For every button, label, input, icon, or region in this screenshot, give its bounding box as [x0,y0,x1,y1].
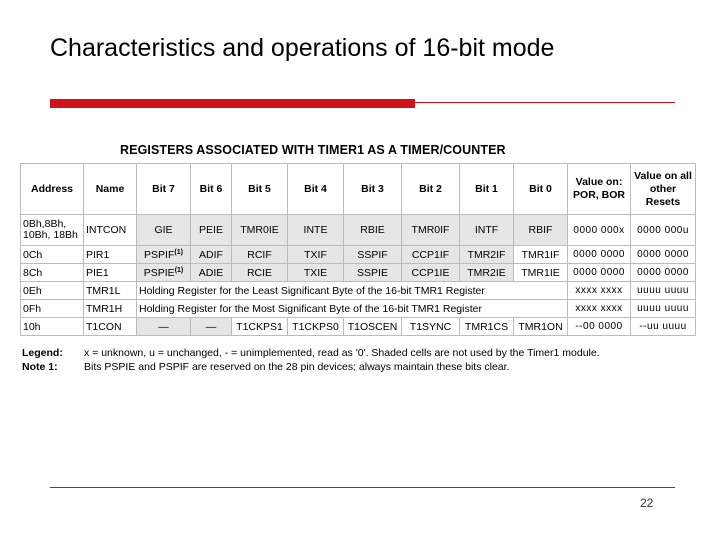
header-bit2: Bit 2 [402,164,460,215]
cell-bit: TMR1ON [514,318,568,336]
cell-por-value: --00 0000 [568,318,631,336]
cell-description: Holding Register for the Least Significant Byte of the 16-bit TMR1 Register [137,282,568,300]
register-table [20,163,696,336]
cell-bit: PEIE [191,215,232,246]
cell-bit: TMR1CS [460,318,514,336]
header-bit3: Bit 3 [344,164,402,215]
cell-name: T1CON [84,318,137,336]
legend-line [22,346,600,360]
cell-bit: TXIF [288,246,344,264]
footer-rule [50,487,675,488]
table-row [21,318,696,336]
cell-bit: TMR2IE [460,264,514,282]
header-bit5: Bit 5 [232,164,288,215]
cell-bit: TMR2IF [460,246,514,264]
cell-por-value: 0000 0000 [568,246,631,264]
cell-por-value: xxxx xxxx [568,300,631,318]
header-bit6: Bit 6 [191,164,232,215]
header-other-resets: Value on all other Resets [631,164,696,215]
header-name: Name [84,164,137,215]
cell-bit: RBIE [344,215,402,246]
cell-other-value: --uu uuuu [631,318,696,336]
cell-description: Holding Register for the Most Significant Byte of the 16-bit TMR1 Register [137,300,568,318]
table-legend [22,346,600,374]
cell-bit: INTF [460,215,514,246]
table-header-row [21,164,696,215]
cell-bit: T1CKPS1 [232,318,288,336]
cell-bit-text: PSPIF [144,248,175,261]
cell-bit: TMR1IE [514,264,568,282]
slide-title: Characteristics and operations of 16-bit mode [50,34,555,62]
cell-other-value: uuuu uuuu [631,282,696,300]
cell-por-value: 0000 000x [568,215,631,246]
cell-address: 0Ch [21,246,84,264]
cell-por-value: 0000 0000 [568,264,631,282]
cell-other-value: 0000 0000 [631,264,696,282]
cell-address: 0Fh [21,300,84,318]
cell-bit: INTE [288,215,344,246]
cell-other-value: 0000 000u [631,215,696,246]
page-number: 22 [640,496,654,510]
cell-bit: CCP1IF [402,246,460,264]
legend-text: x = unknown, u = unchanged, - = unimplemented, read as '0'. Shaded cells are not used by the Timer1 module. [84,347,600,359]
table-row [21,264,696,282]
footnote-marker: (1) [174,266,184,274]
cell-bit: ADIE [191,264,232,282]
header-address: Address [21,164,84,215]
cell-bit: TMR0IF [402,215,460,246]
title-underline-rule [415,102,675,103]
cell-address: 0Bh,8Bh, 10Bh, 18Bh [21,215,84,246]
cell-bit: CCP1IE [402,264,460,282]
cell-bit: TMR0IE [232,215,288,246]
table-row [21,246,696,264]
cell-bit: SSPIF [344,246,402,264]
cell-bit: TMR1IF [514,246,568,264]
title-underline-bar [50,99,415,108]
note-text: Bits PSPIE and PSPIF are reserved on the 28 pin devices; always maintain these bits clear. [84,361,510,373]
header-por-bor: Value on: POR, BOR [568,164,631,215]
cell-bit: RBIF [514,215,568,246]
cell-name: PIR1 [84,246,137,264]
cell-bit: T1CKPS0 [288,318,344,336]
cell-other-value: 0000 0000 [631,246,696,264]
cell-bit-text: PSPIE [143,266,175,279]
cell-bit [137,246,191,264]
cell-address: 0Eh [21,282,84,300]
cell-other-value: uuuu uuuu [631,300,696,318]
cell-name: INTCON [84,215,137,246]
cell-address: 10h [21,318,84,336]
cell-name: PIE1 [84,264,137,282]
cell-bit [137,264,191,282]
cell-bit: RCIF [232,246,288,264]
cell-bit: RCIE [232,264,288,282]
cell-bit: T1OSCEN [344,318,402,336]
cell-bit: — [137,318,191,336]
cell-bit: ADIF [191,246,232,264]
cell-name: TMR1L [84,282,137,300]
cell-address: 8Ch [21,264,84,282]
cell-bit: SSPIE [344,264,402,282]
cell-bit: T1SYNC [402,318,460,336]
header-bit0: Bit 0 [514,164,568,215]
legend-label: Legend: [22,347,63,359]
cell-bit: GIE [137,215,191,246]
cell-por-value: xxxx xxxx [568,282,631,300]
header-bit1: Bit 1 [460,164,514,215]
note-line [22,360,600,374]
cell-bit: — [191,318,232,336]
cell-bit: TXIE [288,264,344,282]
table-row [21,300,696,318]
header-bit4: Bit 4 [288,164,344,215]
header-bit7: Bit 7 [137,164,191,215]
cell-name: TMR1H [84,300,137,318]
table-row [21,282,696,300]
table-title: REGISTERS ASSOCIATED WITH TIMER1 AS A TIMER/COUNTER [120,143,506,157]
table-row [21,215,696,246]
note-label: Note 1: [22,361,58,373]
footnote-marker: (1) [174,248,183,256]
